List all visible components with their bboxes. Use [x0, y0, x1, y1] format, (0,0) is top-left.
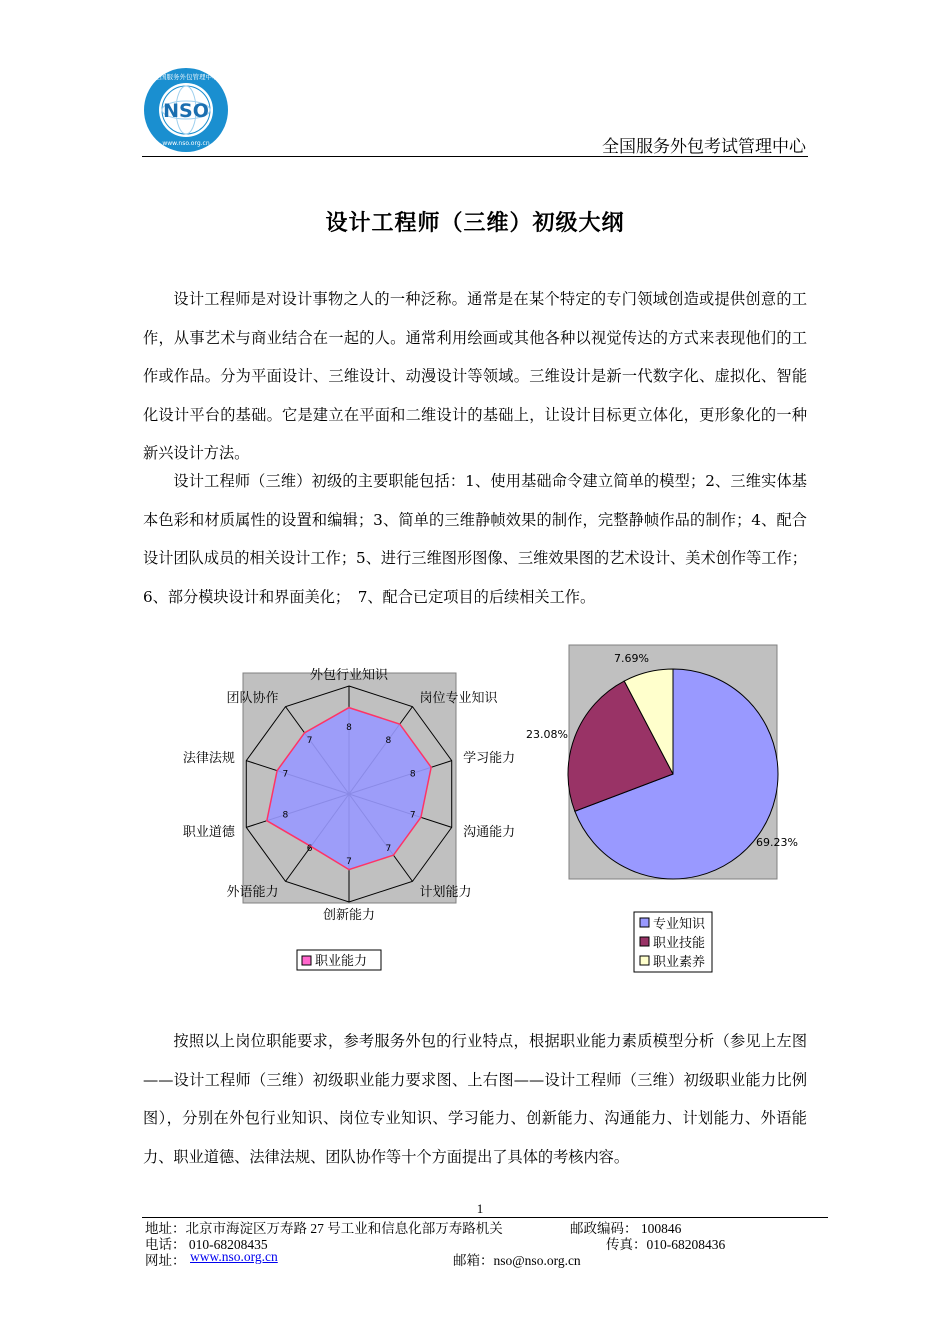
header-divider — [142, 156, 808, 157]
radar-value-label: 7 — [385, 844, 392, 855]
pie-legend-label-2: 职业素养 — [653, 955, 706, 970]
pie-legend-swatch-0 — [640, 918, 649, 927]
radar-legend-swatch — [302, 956, 311, 965]
radar-value-label: 8 — [385, 735, 392, 746]
radar-axis-label: 团队协作 — [226, 690, 279, 706]
pie-legend-label-1: 职业技能 — [653, 936, 706, 951]
org-name: 全国服务外包考试管理中心 — [602, 137, 806, 157]
radar-value-label: 6 — [306, 844, 313, 855]
radar-axis-label: 外包行业知识 — [309, 668, 389, 683]
radar-value-label: 7 — [282, 769, 289, 780]
pie-chart — [520, 640, 820, 980]
footer-email: 邮箱：nso@nso.org.cn — [453, 1253, 581, 1268]
pie-label-zhiyesuyang: 7.69% — [614, 652, 649, 665]
footer-fax: 传真：010-68208436 — [606, 1237, 726, 1252]
page-title: 设计工程师（三维）初级大纲 — [325, 211, 625, 236]
radar-axis-label: 沟通能力 — [463, 825, 516, 841]
nso-logo — [143, 67, 229, 153]
footer-postcode: 邮政编码： 100846 — [570, 1221, 682, 1236]
logo-url-text: www.nso.org.cn — [162, 140, 210, 147]
radar-value-label: 7 — [346, 856, 352, 867]
pie-label-zhuanyezhishi: 69.23% — [756, 836, 798, 849]
footer-web-link[interactable]: www.nso.org.cn — [190, 1249, 278, 1264]
radar-axis-label: 计划能力 — [419, 885, 472, 901]
radar-value-label: 8 — [346, 723, 352, 734]
radar-axis-label: 创新能力 — [322, 908, 376, 923]
page-number: 1 — [476, 1201, 484, 1216]
radar-axis-label: 职业道德 — [182, 825, 235, 841]
pie-label-zhiyejineng: 23.08% — [526, 728, 568, 741]
summary-paragraph: 按照以上岗位职能要求，参考服务外包的行业特点，根据职业能力素质模型分析（参见上左图——设计工程师（三维）初级职业能力要求图、上右图——设计工程师（三维）初级职业能力比例图），分别在外包行业知识、岗位专业知识、学习能力、创新能力、沟通能力、计划能力、外语能力、职业道德、法律法规、团队协作等十个方面提出了具体的考核内容。 — [143, 1032, 807, 1166]
logo-text: NSO — [163, 100, 209, 122]
logo-ring-text: 全国服务外包管理中心 — [153, 73, 219, 81]
footer-address: 地址：北京市海淀区万寿路 27 号工业和信息化部万寿路机关 — [145, 1221, 503, 1236]
radar-value-label: 8 — [409, 769, 416, 780]
pie-legend-swatch-1 — [640, 937, 649, 946]
footer-web-label: 网址： — [145, 1253, 186, 1268]
pie-legend-label-0: 专业知识 — [653, 917, 706, 932]
radar-axis-label: 外语能力 — [226, 885, 279, 901]
radar-value-label: 7 — [306, 735, 313, 746]
duties-paragraph: 设计工程师（三维）初级的主要职能包括：1、使用基础命令建立简单的模型；2、三维实体基本色彩和材质属性的设置和编辑；3、简单的三维静帧效果的制作，完整静帧作品的制作；4、配合设计团队成员的相关设计工作；5、进行三维图形图像、三维效果图的艺术设计、美术创作等工作；6、部分模块设计和界面美化； 7、配合已定项目的后续相关工作。 — [143, 472, 807, 606]
radar-axis-label: 学习能力 — [463, 750, 516, 766]
footer-phone: 电话： 010-68208435 — [145, 1237, 268, 1252]
radar-legend-label: 职业能力 — [315, 954, 368, 969]
radar-axis-label: 法律法规 — [182, 750, 235, 766]
pie-legend-swatch-2 — [640, 956, 649, 965]
radar-chart — [182, 648, 516, 978]
radar-value-label: 7 — [409, 810, 416, 821]
radar-value-label: 8 — [282, 810, 289, 821]
radar-axis-label: 岗位专业知识 — [419, 690, 498, 706]
intro-paragraph: 设计工程师是对设计事物之人的一种泛称。通常是在某个特定的专门领域创造或提供创意的工作，从事艺术与商业结合在一起的人。通常利用绘画或其他各种以视觉传达的方式来表现他们的工作或作品。分为平面设计、三维设计、动漫设计等领域。三维设计是新一代数字化、虚拟化、智能化设计平台的基础。它是建立在平面和二维设计的基础上，让设计目标更立体化，更形象化的一种新兴设计方法。 — [143, 290, 807, 462]
